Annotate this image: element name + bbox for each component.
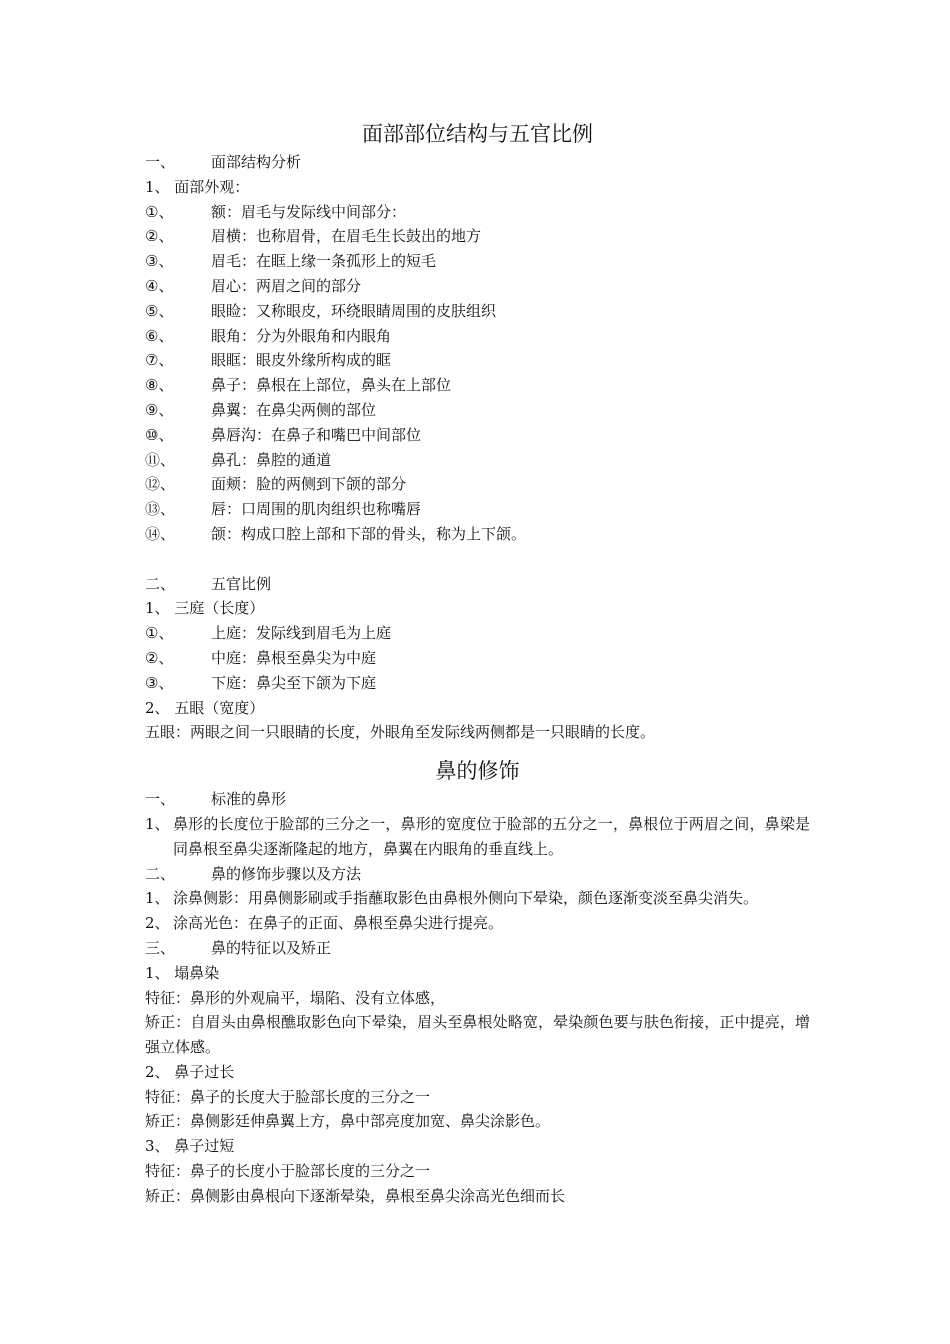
numbered-paragraph <box>145 911 810 936</box>
section-title: 五官比例 <box>211 574 272 593</box>
list-item <box>145 324 810 349</box>
document-title: 面部部位结构与五官比例 <box>362 122 593 146</box>
item-text: 涂鼻侧影：用鼻侧影刷或手指蘸取影色由鼻根外侧向下晕染，颜色逐渐变淡至鼻尖消失。 <box>173 889 759 908</box>
paragraph: 五眼：两眼之间一只眼睛的长度，外眼角至发际线两侧都是一只眼睛的长度。 <box>145 723 656 742</box>
item-number: ③、 <box>145 673 174 692</box>
section-heading <box>145 862 810 887</box>
list-item <box>145 621 810 646</box>
subsection-heading: 1、 塌鼻染 <box>145 963 220 982</box>
item-number: ⑫、 <box>145 475 176 494</box>
correction-text: 矫正：鼻侧影由鼻根向下逐渐晕染，鼻根至鼻尖涂高光色细而长 <box>145 1186 566 1205</box>
item-text: 眉心：两眉之间的部分 <box>211 276 362 295</box>
correction-text: 矫正：鼻侧影廷伸鼻翼上方，鼻中部亮度加宽、鼻尖涂影色。 <box>145 1112 551 1131</box>
item-text: 额：眉毛与发际线中间部分： <box>211 202 407 221</box>
subsection-heading: 2、 五眼（宽度） <box>145 698 265 717</box>
list-item <box>145 448 810 473</box>
item-text: 唇：口周围的肌肉组织也称嘴唇 <box>211 500 422 519</box>
feature-text: 特征：鼻形的外观扁平，塌陷、没有立体感， <box>145 988 446 1007</box>
feature-text: 特征：鼻子的长度大于脸部长度的三分之一 <box>145 1087 431 1106</box>
section-heading <box>145 936 810 961</box>
subsection-heading: 1、 面部外观： <box>145 177 250 196</box>
section-title: 鼻的修饰步骤以及方法 <box>211 864 362 883</box>
list-item <box>145 274 810 299</box>
section-number: 一、 <box>145 153 176 171</box>
item-text: 上庭：发际线到眉毛为上庭 <box>211 624 392 643</box>
item-text: 涂高光色：在鼻子的正面、鼻根至鼻尖进行提亮。 <box>173 914 504 933</box>
item-number: ③、 <box>145 252 174 271</box>
section-number: 三、 <box>145 938 176 957</box>
section-heading <box>145 787 810 812</box>
item-text: 眼眶：眼皮外缘所构成的眶 <box>211 351 392 370</box>
item-number: ⑪、 <box>145 450 176 469</box>
item-text: 鼻孔：鼻腔的通道 <box>211 450 332 469</box>
item-number: ⑩、 <box>145 425 174 444</box>
section-number: 二、 <box>145 864 176 883</box>
item-number: ⑬、 <box>145 500 176 519</box>
list-item <box>145 671 810 696</box>
numbered-paragraph <box>145 886 810 911</box>
section-heading <box>145 572 810 597</box>
list-item <box>145 249 810 274</box>
list-item <box>145 224 810 249</box>
item-text: 面颊：脸的两侧到下颌的部分 <box>211 475 407 494</box>
section-title-nose: 鼻的修饰 <box>435 759 520 784</box>
item-text: 眼睑：又称眼皮，环绕眼睛周围的皮肤组织 <box>211 301 497 320</box>
item-text: 眼角：分为外眼角和内眼角 <box>211 326 392 345</box>
item-number: ⑧、 <box>145 376 174 395</box>
item-number: ⑤、 <box>145 301 174 320</box>
item-number: ①、 <box>145 202 174 221</box>
item-text: 鼻翼：在鼻尖两侧的部位 <box>211 400 377 419</box>
subsection-heading: 3、 鼻子过短 <box>145 1137 235 1156</box>
item-text: 眉横：也称眉骨，在眉毛生长鼓出的地方 <box>211 227 482 246</box>
document-page <box>145 118 810 1209</box>
item-number: ①、 <box>145 624 174 643</box>
list-item <box>145 522 810 547</box>
section-number: 一、 <box>145 790 176 809</box>
section-title: 面部结构分析 <box>211 153 302 171</box>
list-item <box>145 472 810 497</box>
list-item <box>145 497 810 522</box>
item-number: ⑦、 <box>145 351 174 370</box>
item-number: ②、 <box>145 648 174 667</box>
subsection-heading: 2、 鼻子过长 <box>145 1062 235 1081</box>
feature-text: 特征：鼻子的长度小于脸部长度的三分之一 <box>145 1162 431 1181</box>
blank-line <box>145 547 810 572</box>
subsection-heading: 1、 三庭（长度） <box>145 599 265 618</box>
item-text: 鼻形的长度位于脸部的三分之一，鼻形的宽度位于脸部的五分之一，鼻根位于两眉之间，鼻梁是同鼻根至鼻尖逐渐隆起的地方，鼻翼在内眼角的垂直线上。 <box>173 814 810 858</box>
list-item <box>145 348 810 373</box>
item-number: ④、 <box>145 276 174 295</box>
item-number: 1、 <box>145 889 170 908</box>
list-item <box>145 299 810 324</box>
numbered-paragraph <box>145 812 810 862</box>
section-heading <box>145 150 810 175</box>
item-text: 鼻子：鼻根在上部位，鼻头在上部位 <box>211 376 452 395</box>
correction-text: 矫正：自眉头由鼻根醮取影色向下晕染，眉头至鼻根处略宽，晕染颜色要与肤色衔接，正中提亮，增强立体感。 <box>145 1013 810 1057</box>
spacer <box>145 745 810 755</box>
item-number: ⑨、 <box>145 400 174 419</box>
item-text: 中庭：鼻根至鼻尖为中庭 <box>211 648 377 667</box>
item-number: ②、 <box>145 227 174 246</box>
item-number: ⑭、 <box>145 524 176 543</box>
face-parts-list <box>145 200 810 547</box>
item-number: 1、 <box>145 814 170 833</box>
section-title: 鼻的特征以及矫正 <box>211 938 332 957</box>
list-item <box>145 646 810 671</box>
section-title: 标准的鼻形 <box>211 790 287 809</box>
item-number: 2、 <box>145 914 170 933</box>
item-number: ⑥、 <box>145 326 174 345</box>
list-item <box>145 398 810 423</box>
list-item <box>145 373 810 398</box>
section-number: 二、 <box>145 574 176 593</box>
list-item <box>145 423 810 448</box>
item-text: 鼻唇沟：在鼻子和嘴巴中间部位 <box>211 425 422 444</box>
item-text: 眉毛：在眶上缘一条孤形上的短毛 <box>211 252 437 271</box>
item-text: 下庭：鼻尖至下颌为下庭 <box>211 673 377 692</box>
item-text: 颌：构成口腔上部和下部的骨头，称为上下颌。 <box>211 524 527 543</box>
list-item <box>145 200 810 225</box>
